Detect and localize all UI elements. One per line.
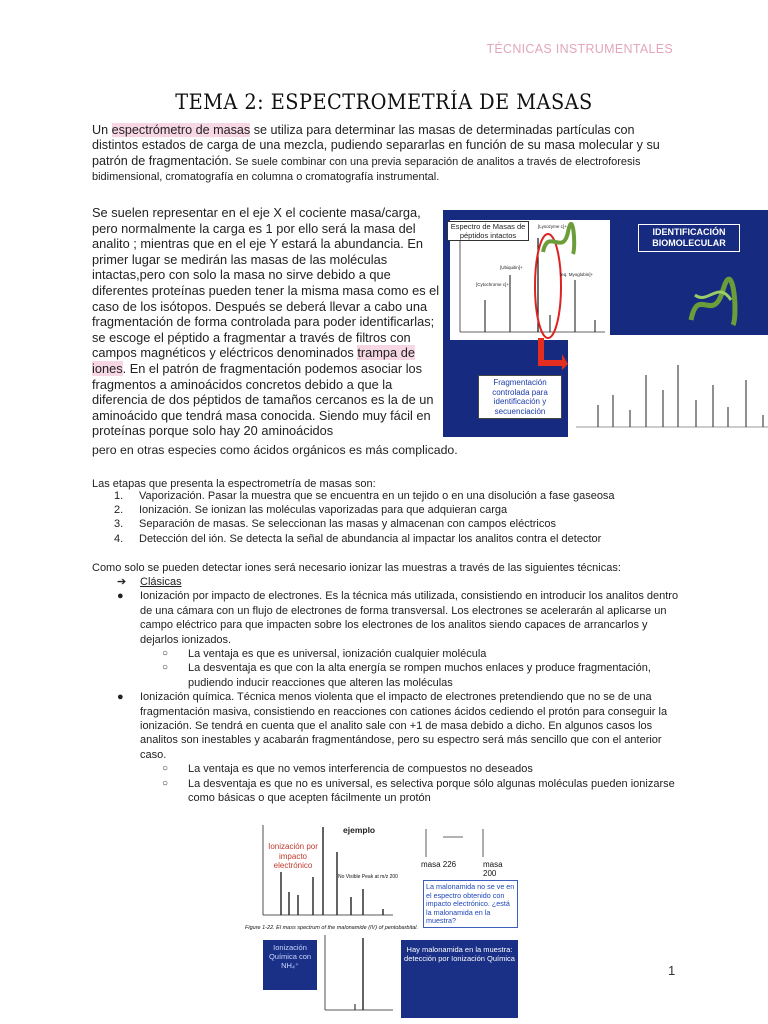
identification-label: IDENTIFICACIÓN BIOMOLECULAR — [638, 224, 740, 252]
spectrum-label: Espectro de Masas de péptidos intactos — [447, 221, 529, 241]
ms-explanation-paragraph: Se suelen representar en el eje X el cociente masa/carga, pero normalmente la carga es 1 por ello será la masa del analito ; mientras que en el eje Y estará la abundancia. En primer lugar se medirán las masas de las moléculas intactas,pero con solo la masa no sirve debido a que diferentes proteínas pueden tener la misma masa como es el caso de los isótopos. Después se deberá llevar a cabo una fragmentación de forma controlada para poder identificarlas; se escoge el péptido a fragmentar a través de filtros con campos magnéticos y eléctricos denominados trampa de iones. En el patrón de fragmentación podemos asociar los fragmentos a aminoácidos concretos debido a que la diferencia de dos péptidos de tamaños cercanos es la de un aminoácido que tendrá masa conocida. Siendo muy fácil en proteínas porque solo hay 20 aminoácidos — [92, 205, 440, 439]
fragment-plot — [568, 335, 768, 437]
list-item: ● Ionización química. Técnica menos violenta que el impacto de electrones pretendiendo que no se de una fragmentación masiva, consistiendo en reacciones con cationes ácidos cediendo el protón para conseguir la ionización. Se tendrá en cuenta que el analito sale con +1 de masa debido a dicho. En algunos casos los analitos son inestables y acabarán fragmentándose, pero su espectro será más sencillo que con el anterior caso. — [117, 691, 668, 761]
para2-last-line: pero en otras especies como ácidos orgánicos es más complicado. — [92, 443, 458, 457]
protein-structure-icon — [683, 275, 743, 335]
arrow-icon — [538, 338, 568, 370]
example-label: ejemplo — [343, 825, 376, 835]
list-item: ○ La ventaja es que no vemos interferencia de compuestos no deseados — [162, 763, 533, 776]
stages-list — [92, 489, 615, 546]
peak-label: [Ubiquitin]+ — [500, 265, 523, 270]
highlight-espectrometro: espectrómetro de masas — [111, 123, 251, 137]
techniques-intro: Como solo se pueden detectar iones será necesario ionizar las muestras a través de las siguientes técnicas: — [92, 562, 621, 574]
intro-paragraph: Un espectrómetro de masas se utiliza para determinar las masas de determinadas partículas con distintos estados de carga de una mezcla, pudiendo separarlas en función de su masa molecular y su patrón de fragmentación. Se suele combinar con una previa separación de analitos a través de electroforesis bidimensional, cromatografía en columna o cromatografía instrumental. — [92, 123, 660, 184]
techniques-list — [92, 575, 682, 806]
fragmentation-label: Fragmentación controlada para identificación y secuenciación — [478, 375, 562, 419]
malonamide-question: La malonamida no se ve en el espectro obtenido con impacto electrónico. ¿está la malonamida en la muestra? — [423, 880, 518, 928]
figure-malonamide-example — [243, 817, 518, 1020]
protein-structure-icon — [538, 222, 578, 262]
list-item: ○ La ventaja es que es universal, ionización cualquier molécula — [162, 648, 487, 661]
figure-ms-identification — [443, 210, 768, 437]
peak-label: [eq. Myoglobin]+ — [560, 272, 594, 277]
mass-226-label: masa 226 — [421, 860, 457, 869]
list-item: 2. Ionización. Se ionizan las moléculas vaporizadas para que adquieran carga — [114, 504, 508, 517]
peak-note: No Visible Peak at m/z 200 — [338, 874, 398, 880]
running-header: TÉCNICAS INSTRUMENTALES — [486, 42, 673, 56]
figure-caption: Figure 1-22. El mass spectrum of the malonamide (IV) of pentobarbital. — [245, 925, 419, 931]
peak-label: [Lysozyme c]+ — [538, 224, 567, 229]
page-number: 1 — [668, 963, 676, 978]
stages-intro: Las etapas que presenta la espectrometría de masas son: — [92, 478, 376, 490]
list-item: ● Ionización por impacto de electrones. Es la técnica más utilizada, consistiendo en introducir los analitos dentro de una cámara con un flujo de electrones de forma transversal. Los electrones se acelerarán al aplicarse un campo eléctrico para que impacten sobre los electrones de los analitos siendo capaces de arrancarlos y dejarlos ionizados. — [117, 590, 679, 646]
highlight-trampa-iones: trampa de iones — [92, 345, 415, 376]
chemical-ionization-label: Ionización Química con NH₄⁺ — [263, 940, 317, 990]
mass-200-label: masa 200 — [483, 860, 503, 878]
answer-box: Hay malonamida en la muestra: detección por Ionización Química — [401, 940, 518, 1018]
list-item: 4. Detección del ión. Se detecta la señal de abundancia al impactar los analitos contra el detector — [114, 532, 602, 545]
fragmentation-spectrum — [568, 335, 768, 437]
list-item: 3. Separación de masas. Se seleccionan las masas y almacenan con campos eléctricos — [114, 518, 556, 531]
list-item: 1. Vaporización. Pasar la muestra que se encuentra en un tejido o en una disolución a fase gaseosa — [114, 490, 615, 502]
page-title: TEMA 2: ESPECTROMETRÍA DE MASAS — [175, 90, 593, 114]
impact-label: Ionización por impacto electrónico — [268, 842, 318, 870]
peak-label: [Cytochrome c]+ — [476, 282, 509, 287]
arrow-icon: ➔ — [117, 576, 127, 588]
list-item: ○ La desventaja es que con la alta energía se rompen muchos enlaces y produce fragmentación, pudiendo inducir reacciones que alteren las moléculas — [162, 662, 651, 689]
list-item: ○ La desventaja es que no es universal, es selectiva porque sólo algunas moléculas pueden ionizarse como básicas o que acepten fácilmente un protón — [162, 777, 675, 805]
list-item: ➔ Clásicas — [117, 576, 182, 588]
